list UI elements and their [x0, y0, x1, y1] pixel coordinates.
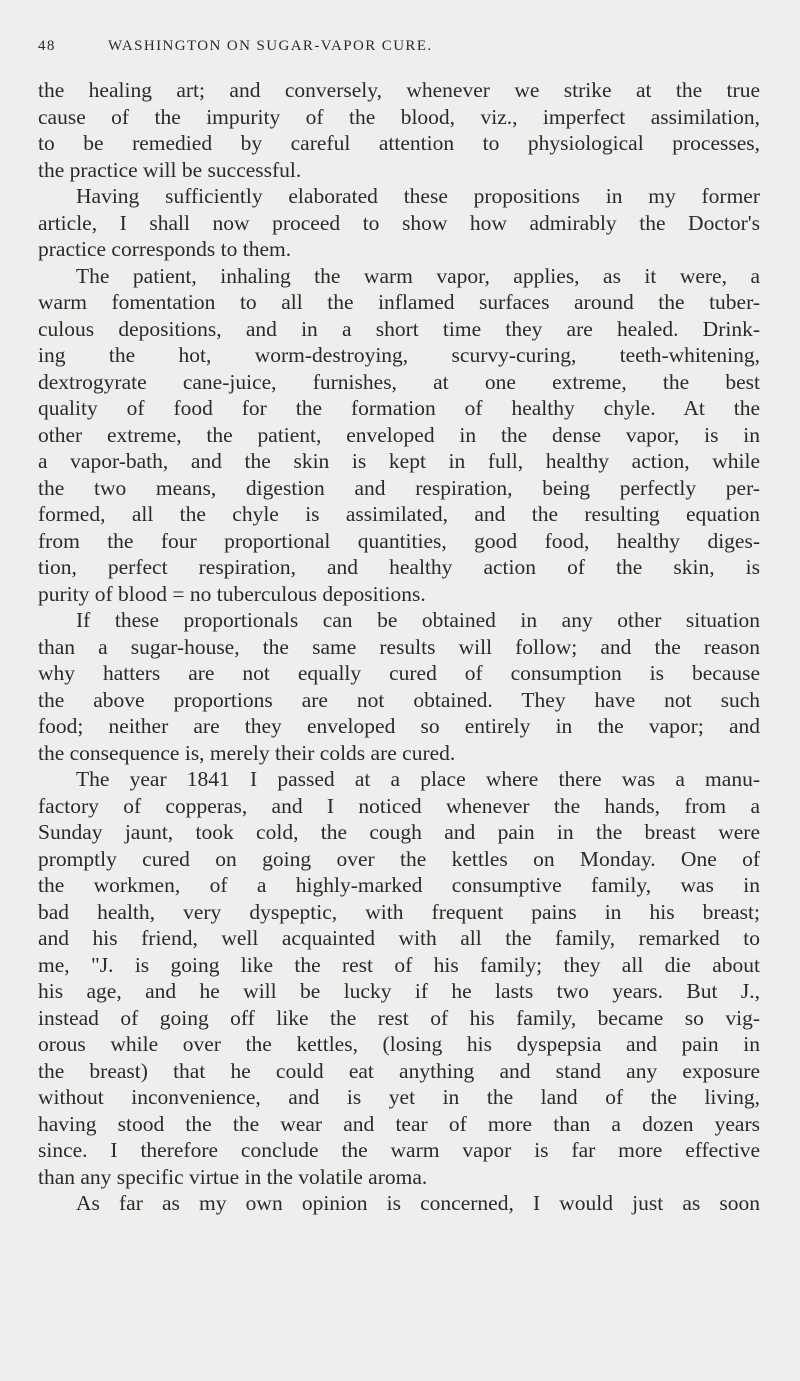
text-line: the above proportions are not obtained. They have not such [38, 687, 760, 712]
text-line: quality of food for the formation of healthy chyle. At the [38, 396, 760, 420]
text-line: a vapor-bath, and the skin is kept in full, healthy action, while [38, 449, 760, 473]
text-line: and his friend, well acquainted with all the family, remarked to [38, 926, 760, 950]
text-line: instead of going off like the rest of his family, became so vig- [38, 1005, 760, 1030]
text-line: Sunday jaunt, took cold, the cough and pain in the breast were [38, 820, 760, 844]
text-line: the workmen, of a highly-marked consumptive family, was in [38, 873, 760, 897]
text-line: formed, all the chyle is assimilated, and the resulting equation [38, 502, 760, 526]
text-line: cause of the impurity of the blood, viz., imperfect assimilation, [38, 104, 760, 129]
text-line: practice corresponds to them. [38, 237, 292, 261]
text-line: than any specific virtue in the volatile aroma. [38, 1164, 428, 1189]
text-line: the consequence is, merely their colds are cured. [38, 740, 456, 765]
text-line: dextrogyrate cane-juice, furnishes, at one extreme, the best [38, 369, 760, 394]
text-line: As far as my own opinion is concerned, I would just as soon [76, 1191, 760, 1215]
text-line: culous depositions, and in a short time they are healed. Drink- [38, 316, 760, 341]
text-line: having stood the the wear and tear of more than a dozen years [38, 1111, 760, 1136]
text-line: bad health, very dyspeptic, with frequent pains in his breast; [38, 899, 760, 924]
text-line: tion, perfect respiration, and healthy action of the skin, is [38, 555, 760, 579]
body-text [38, 77, 760, 1217]
text-line: promptly cured on going over the kettles on Monday. One of [38, 846, 760, 871]
text-line: Having sufficiently elaborated these propositions in my former [76, 184, 760, 208]
text-line: the two means, digestion and respiration, being perfectly per- [38, 475, 760, 500]
page-number: 48 [38, 38, 56, 54]
text-line: since. I therefore conclude the warm vapor is far more effective [38, 1138, 760, 1162]
text-line: The year 1841 I passed at a place where there was a manu- [76, 767, 760, 791]
text-line: the practice will be successful. [38, 157, 302, 182]
text-line: The patient, inhaling the warm vapor, applies, as it were, a [76, 263, 760, 288]
text-line: from the four proportional quantities, good food, healthy diges- [38, 528, 760, 553]
text-line: other extreme, the patient, enveloped in the dense vapor, is in [38, 422, 760, 447]
text-line: the breast) that he could eat anything and stand any exposure [38, 1058, 760, 1083]
text-line: ing the hot, worm-destroying, scurvy-curing, teeth-whitening, [38, 343, 760, 367]
text-line: the healing art; and conversely, whenever we strike at the true [38, 78, 760, 102]
running-title: WASHINGTON ON SUGAR-VAPOR CURE. [108, 38, 433, 54]
text-line: warm fomentation to all the inflamed surfaces around the tuber- [38, 290, 760, 314]
text-line: orous while over the kettles, (losing his dyspepsia and pain in [38, 1032, 760, 1056]
text-line: why hatters are not equally cured of consumption is because [38, 661, 760, 685]
text-line: without inconvenience, and is yet in the land of the living, [38, 1085, 760, 1109]
text-line: purity of blood = no tuberculous depositions. [38, 581, 426, 606]
text-line: to be remedied by careful attention to physiological processes, [38, 131, 760, 155]
text-line: his age, and he will be lucky if he lasts two years. But J., [38, 979, 760, 1003]
text-line: than a sugar-house, the same results will follow; and the reason [38, 634, 760, 659]
text-line: food; neither are they enveloped so entirely in the vapor; and [38, 714, 760, 738]
text-line: If these proportionals can be obtained in any other situation [76, 608, 760, 632]
text-line: factory of copperas, and I noticed whenever the hands, from a [38, 793, 760, 818]
text-line: article, I shall now proceed to show how admirably the Doctor's [38, 210, 760, 235]
text-line: me, "J. is going like the rest of his family; they all die about [38, 952, 760, 977]
running-head [38, 38, 758, 60]
